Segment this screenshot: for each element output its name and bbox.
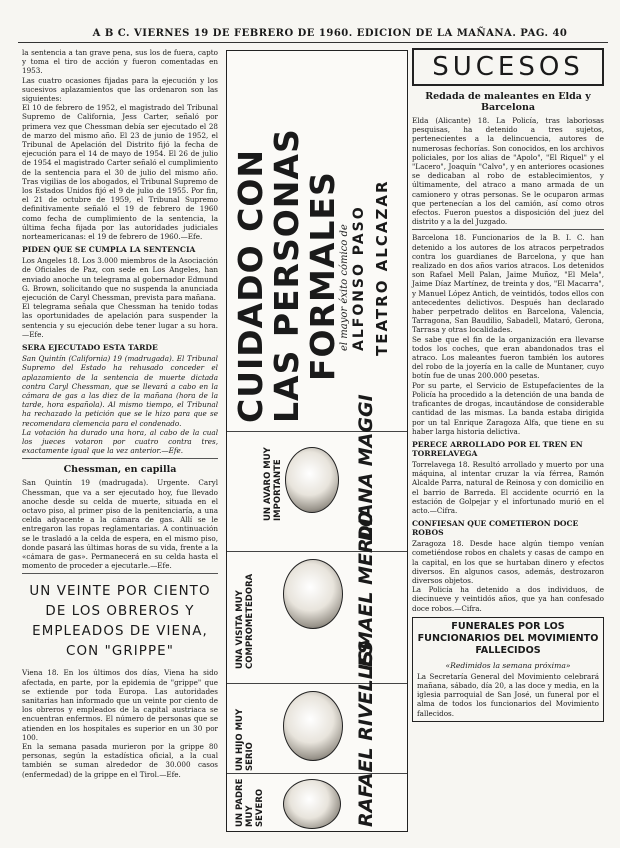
ad-role: UN HIJO MUY SERIO	[235, 708, 255, 771]
ad-role: UN PADRE MUY SEVERO	[235, 778, 265, 827]
ad-divider	[227, 773, 407, 774]
subheading: PIDEN QUE SE CUMPLA LA SENTENCIA	[22, 245, 196, 255]
article-paragraph: Barcelona 18. Funcionarios de la B. I. C. han detenido a los autores de los atracos perpetrados contra los guardianes de Barcelona, y que han realizado en dos años varios atracos. Los detenidos son Rafael Mell Palan, Jaime Muñoz, "El Mela", Jaime Díaz Martínez, de treinta y dos, "El Macarra", y Manuel López Antich, de veintidós, todos ellos con antecedentes delictivos. Después han declarado haber perpetrado delitos en Barcelona, Valencia, Tarragona, San Baudilio, Sabadell, Mataró, Gerona, Tarrasa y otras localidades.	[412, 233, 604, 335]
actor-portrait-image	[283, 691, 343, 761]
article-paragraph: La Secretaría General del Movimiento celebrará mañana, sábado, día 20, a las doce y media, en la iglesia parroquial de San José, un funeral por el alma de todos los funcionarios del Movimiento fallecidos.	[417, 671, 599, 718]
article-paragraph: Por su parte, el Servicio de Estupefacientes de la Policía ha procedido a la detención de una banda de traficantes de drogas, incautándose de considerable cantidad de las mismas. La banda estaba dirigida por un tal Enrique Zaragoza Alfa, que tiene en su haber larga historia delictiva.	[412, 380, 604, 436]
ad-actor-name: DIANA MAGGI	[355, 394, 377, 541]
article-paragraph: En la semana pasada murieron por la grippe 80 personas, según la estadística oficial, a la cual también se suman alrededor de 30.000 casos (enfermedad) de la grippe en el Tirol.—Efe.	[22, 741, 218, 779]
theatre-advertisement	[226, 50, 408, 832]
article-paragraph: la sentencia a tan grave pena, sus los de fuera, capto y toma el tiro de acción y fueron comentadas en 1953.	[22, 48, 218, 76]
ad-theatre: TEATRO ALCAZAR	[373, 179, 391, 356]
ad-divider	[227, 431, 407, 432]
header-rule	[18, 42, 608, 43]
article-paragraph: Las cuatro ocasiones fijadas para la ejecución y los sucesivos aplazamientos que las ordenaron son las siguientes:	[22, 75, 218, 104]
article-paragraph: San Quintín 19 (madrugada). Urgente. Caryl Chessman, que va a ser ejecutado hoy, fue llevado anoche desde su celda de muerte, situada en el octavo piso, al primer piso de la penitenciaría, a una celda adyacente a la cámara de gas. Allí se le entregaron las ropas reglamentarias. A continuación se le trasladó a la celda de espera, en el mismo piso, donde pasará las últimas horas de su vida, frente a la «cámara de gas». Permanecerá en su celda hasta el momento de proceder a ejecutarle.—Efe.	[22, 478, 218, 571]
ad-title-line: CUIDADO CON	[231, 148, 270, 423]
left-column	[22, 48, 218, 779]
article-paragraph: La Policía ha detenido a dos individuos, de diecinueve y veintidós años, que ya han confesado doce robos.—Cifra.	[412, 585, 604, 613]
divider	[412, 229, 604, 230]
article-paragraph: Viena 18. En los últimos dos días, Viena ha sido afectada, en parte, por la epidemia de "grippe" que se extiende por toda Europa. Las autoridades sanitarias han informado que un veinte por ciento de los obreros y empleados de la capital austriaca se encuentran enfermos. El número de personas que se atienden en los hospitales es superior en un 30 por 100.	[22, 668, 218, 742]
article-heading: Redada de maleantes en Elda y Barcelona	[425, 91, 591, 113]
ad-subtitle: el mayor éxito cómico de	[339, 224, 350, 351]
divider	[22, 458, 218, 459]
article-paragraph: El telegrama señala que Chessman ha tenido todas las oportunidades de apelación para suspender la sentencia y su ejecución debe tener lugar a su hora.—Efe.	[22, 302, 218, 339]
funeral-subheading: «Redimidos la semana próxima»	[445, 660, 571, 670]
funeral-notice-box	[412, 617, 604, 722]
ad-role: UNA VISITA MUY COMPROMETEDORA	[235, 573, 255, 669]
subheading: CONFIESAN QUE COMETIERON DOCE ROBOS	[412, 519, 579, 538]
ad-title-line: FORMALES	[303, 171, 342, 381]
ad-divider	[227, 551, 407, 552]
actor-portrait-image	[283, 559, 343, 629]
section-banner: SUCESOS	[412, 48, 604, 86]
ad-title-line: LAS PERSONAS	[267, 128, 306, 423]
ad-actor-name: ISMAEL MERLO	[355, 510, 377, 671]
ad-actor-name: RAFAEL RIVELLES	[355, 640, 377, 827]
actor-portrait-image	[283, 779, 341, 829]
ad-author: ALFONSO PASO	[351, 205, 367, 351]
subheading: SERA EJECUTADO ESTA TARDE	[22, 343, 158, 353]
article-paragraph: El 10 de febrero de 1952, el magistrado del Tribunal Supremo de California, Jess Carter, señaló por primera vez que Chessman debía ser ejecutado el 28 de marzo del mismo año. El 23 de junio de 1952, el Tribunal de Apelación del Distrito fijó la fecha de ejecución para el 14 de mayo de 1954. El 26 de julio de 1954 el magistrado Carter señaló el cumplimiento de la sentencia para el 30 de julio del mismo año. Tras vigilias de los abogados, el Tribunal Supremo de los Estados Unidos fijó el 9 de julio de 1955. Por fin, el 21 de octubre de 1959, el Tribunal Supremo definitivamente señaló el 19 de febrero de 1960 como fecha de cumplimiento de la sentencia, la última fecha fijada por las autoridades judiciales norteamericanas: el 19 de febrero de 1960.—Efe.	[22, 103, 218, 242]
article-paragraph: Torrelavega 18. Resultó arrollado y muerto por una máquina, al intentar cruzar la vía férrea, Ramón Alcalde Parra, natural de Reinosa y con domicilio en el barrio de Barreda. El accidente ocurrió en la estación de Golpejar y el infortunado murió en el acto.—Cifra.	[412, 459, 604, 515]
actress-portrait-image	[285, 447, 339, 513]
article-paragraph: Elda (Alicante) 18. La Policía, tras laboriosas pesquisas, ha detenido a tres sujetos, pertenecientes a la delincuencia, autores de numerosas fechorías. Son conocidos, en los archivos policiales, por los alias de "Apolo", "El Riquel" y el "Lacero", Joaquín "Calvo", y en anteriores ocasiones se dedicaban al robo de establecimientos, y últimamente, del atraco a mano armada de un camionero y otras personas. Se le ocuparon armas que pertenecían a los del camión, así como otros efectos. Fueron puestos a disposición del juez del distrito y a la del Juzgado.	[412, 116, 604, 227]
article-paragraph: Se sabe que el fin de la organización era llevarse todos los coches, que eran abandonados tras el atraco. Los maleantes fueron también los autores del robo de la joyería en la calle de Muntaner, cuyo botín fue de unas 200.000 pesetas.	[412, 334, 604, 381]
funeral-headline: FUNERALES POR LOS FUNCIONARIOS DEL MOVIMIENTO FALLECIDOS	[417, 620, 599, 656]
article-paragraph: Zaragoza 18. Desde hace algún tiempo venían cometiéndose robos en chalets y casas de campo en la capital, en los que se hurtaban dinero y efectos diversos. En algunos casos, además, destrozaron diversos objetos.	[412, 539, 604, 585]
article-paragraph: San Quintín (California) 19 (madrugada). El Tribunal Supremo del Estado ha rehusado conceder el aplazamiento de la sentencia de muerte dictada contra Caryl Chessman, que se llevará a cabo en la cámara de gas a las diez de la mañana (hora de la tarde, hora española). Al mismo tiempo, el Tribunal ha rechazado la petición que se le hizo para que se recomendara clemencia para el condenado.	[22, 354, 218, 428]
ad-role: UN AVARO MUY IMPORTANTE	[263, 447, 283, 521]
ad-divider	[227, 683, 407, 684]
article-paragraph: La votación ha durado una hora, al cabo de la cual los jueces votaron por cuatro contra tres, exactamente igual que la vez anterior.—Efe.	[22, 427, 218, 456]
article-paragraph: Los Angeles 18. Los 3.000 miembros de la Asociación de Oficiales de Paz, con sede en Los Angeles, han enviado anoche un telegrama al gobernador Edmund G. Brown, solicitando que no suspenda la anunciada ejecución de Caryl Chessman, prevista para mañana.	[22, 256, 218, 303]
subheading: PERECE ARROLLADO POR EL TREN EN TORRELAVEGA	[412, 439, 583, 458]
divider	[22, 573, 218, 574]
headline: UN VEINTE POR CIENTO DE LOS OBREROS Y EMPLEADOS DE VIENA, CON "GRIPPE"	[29, 584, 211, 660]
right-column	[412, 48, 604, 722]
section-title: Chessman, en capilla	[63, 464, 177, 476]
page-header: A B C. VIERNES 19 DE FEBRERO DE 1960. EDICION DE LA MAÑANA. PAG. 40	[92, 28, 568, 39]
